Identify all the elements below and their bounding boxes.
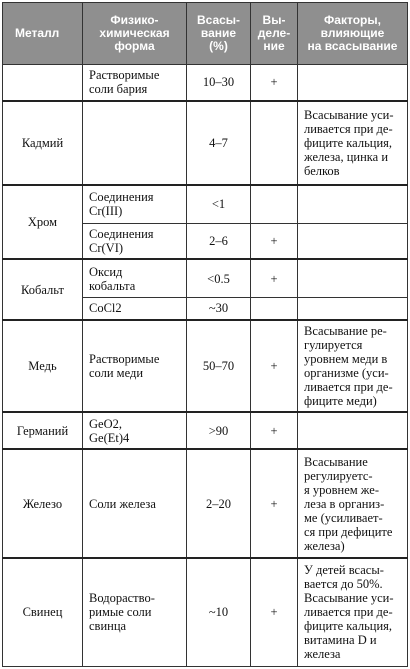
metal-cell: Кобальт <box>3 259 83 319</box>
factors-cell <box>298 259 408 297</box>
excretion-cell: + <box>251 449 298 558</box>
absorption-cell: 2–20 <box>187 449 251 558</box>
metal-cell: Свинец <box>3 558 83 667</box>
absorption-cell: <0.5 <box>187 259 251 297</box>
absorption-cell: 2–6 <box>187 223 251 259</box>
absorption-cell: ~30 <box>187 298 251 320</box>
absorption-cell: 10–30 <box>187 65 251 101</box>
metal-cell: Железо <box>3 449 83 558</box>
header-absorption: Всасы- вание (%) <box>187 3 251 65</box>
absorption-cell: 4–7 <box>187 101 251 185</box>
form-cell: Растворимые соли бария <box>83 65 187 101</box>
metal-cell: Медь <box>3 320 83 412</box>
absorption-cell: >90 <box>187 412 251 449</box>
excretion-cell: + <box>251 65 298 101</box>
factors-cell: У детей всасы- вается до 50%. Всасывание уси- ливается при де- фиците кальция, витамина D и железа <box>298 558 408 667</box>
metal-cell: Хром <box>3 185 83 259</box>
excretion-cell: + <box>251 320 298 412</box>
table-row <box>3 185 408 223</box>
table-row <box>3 320 408 412</box>
metal-cell: Кадмий <box>3 101 83 185</box>
metal-cell <box>3 65 83 101</box>
header-excretion: Вы- деле- ние <box>251 3 298 65</box>
absorption-cell: <1 <box>187 185 251 223</box>
factors-cell: Всасывание ре- гулируется уровнем меди в организме (уси- ливается при де- фиците меди) <box>298 320 408 412</box>
form-cell: Соединения Cr(VI) <box>83 223 187 259</box>
excretion-cell <box>251 298 298 320</box>
table-row <box>3 259 408 297</box>
table-row <box>3 412 408 449</box>
factors-cell <box>298 65 408 101</box>
factors-cell <box>298 298 408 320</box>
excretion-cell <box>251 101 298 185</box>
form-cell: Растворимые соли меди <box>83 320 187 412</box>
absorption-cell: 50–70 <box>187 320 251 412</box>
metals-absorption-table <box>2 2 408 667</box>
table-row <box>3 65 408 101</box>
form-cell: Соли железа <box>83 449 187 558</box>
excretion-cell: + <box>251 558 298 667</box>
factors-cell <box>298 412 408 449</box>
table-row <box>3 449 408 558</box>
table-row <box>3 101 408 185</box>
excretion-cell: + <box>251 259 298 297</box>
header-form: Физико- химическая форма <box>83 3 187 65</box>
form-cell: GeO2, Ge(Et)4 <box>83 412 187 449</box>
form-cell <box>83 101 187 185</box>
excretion-cell: + <box>251 223 298 259</box>
form-cell: Водораство- римые соли свинца <box>83 558 187 667</box>
header-row <box>3 3 408 65</box>
form-cell: CoCl2 <box>83 298 187 320</box>
factors-cell: Всасывание уси- ливается при де- фиците кальция, железа, цинка и белков <box>298 101 408 185</box>
header-metal: Металл <box>3 3 83 65</box>
table-row <box>3 558 408 667</box>
form-cell: Оксид кобальта <box>83 259 187 297</box>
factors-cell <box>298 185 408 223</box>
excretion-cell: + <box>251 412 298 449</box>
factors-cell <box>298 223 408 259</box>
excretion-cell <box>251 185 298 223</box>
absorption-cell: ~10 <box>187 558 251 667</box>
form-cell: Соединения Cr(III) <box>83 185 187 223</box>
header-factors: Факторы, влияющие на всасывание <box>298 3 408 65</box>
metal-cell: Германий <box>3 412 83 449</box>
factors-cell: Всасывание регулируетс- я уровнем же- леза в организ- ме (усиливает- ся при дефиците железа) <box>298 449 408 558</box>
